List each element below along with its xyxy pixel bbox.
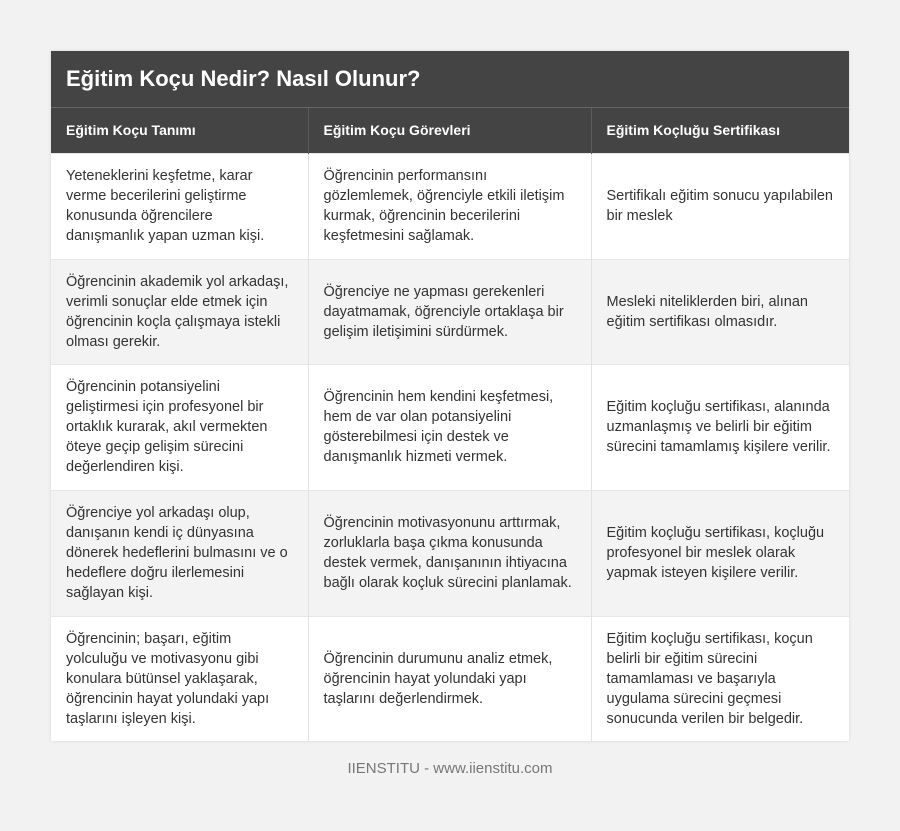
comparison-table	[51, 108, 849, 741]
table-row	[51, 364, 849, 490]
table-cell: Öğrencinin; başarı, eğitim yolculuğu ve motivasyonu gibi konulara bütünsel yaklaşarak, öğrencinin hayat yolundaki yapı taşlarını işleyen kişi.	[51, 616, 308, 741]
column-header-definition: Eğitim Koçu Tanımı	[51, 108, 308, 153]
table-cell: Öğrencinin motivasyonunu arttırmak, zorluklarla başa çıkma konusunda destek vermek, danışanının ihtiyacına bağlı olarak koçluk sürecini planlamak.	[308, 490, 591, 616]
table-cell: Eğitim koçluğu sertifikası, alanında uzmanlaşmış ve belirli bir eğitim sürecini tamamlamış kişilere verilir.	[591, 364, 849, 490]
table-row	[51, 259, 849, 364]
table-cell: Mesleki niteliklerden biri, alınan eğitim sertifikası olmasıdır.	[591, 259, 849, 364]
table-cell: Öğrenciye yol arkadaşı olup, danışanın kendi iç dünyasına dönerek hedeflerini bulmasını ve o hedeflere doğru ilerlemesini sağlayan kişi.	[51, 490, 308, 616]
column-header-certificate: Eğitim Koçluğu Sertifikası	[591, 108, 849, 153]
table-cell: Sertifikalı eğitim sonucu yapılabilen bir meslek	[591, 153, 849, 259]
table-cell: Eğitim koçluğu sertifikası, koçun belirli bir eğitim sürecini tamamlaması ve başarıyla uygulama sürecini geçmesi sonucunda verilen bir belgedir.	[591, 616, 849, 741]
column-header-duties: Eğitim Koçu Görevleri	[308, 108, 591, 153]
table-title: Eğitim Koçu Nedir? Nasıl Olunur?	[51, 51, 849, 108]
table-cell: Öğrencinin hem kendini keşfetmesi, hem de var olan potansiyelini gösterebilmesi için destek ve danışmanlık hizmeti vermek.	[308, 364, 591, 490]
table-cell: Öğrencinin durumunu analiz etmek, öğrencinin hayat yolundaki yapı taşlarını değerlendirmek.	[308, 616, 591, 741]
content-card	[51, 51, 849, 741]
table-header-row	[51, 108, 849, 153]
table-row	[51, 490, 849, 616]
table-cell: Öğrencinin performansını gözlemlemek, öğrenciyle etkili iletişim kurmak, öğrencinin becerilerini keşfetmesini sağlamak.	[308, 153, 591, 259]
table-cell: Eğitim koçluğu sertifikası, koçluğu profesyonel bir meslek olarak yapmak isteyen kişilere verilir.	[591, 490, 849, 616]
table-cell: Öğrencinin potansiyelini geliştirmesi için profesyonel bir ortaklık kurarak, akıl vermekten öteye geçip gelişim sürecini değerlendiren kişi.	[51, 364, 308, 490]
table-row	[51, 153, 849, 259]
table-row	[51, 616, 849, 741]
table-cell: Öğrenciye ne yapması gerekenleri dayatmamak, öğrenciyle ortaklaşa bir gelişim iletişimini sürdürmek.	[308, 259, 591, 364]
footer-credit: IIENSTITU - www.iienstitu.com	[347, 760, 553, 777]
table-cell: Yeteneklerini keşfetme, karar verme becerilerini geliştirme konusunda öğrencilere danışmanlık yapan uzman kişi.	[51, 153, 308, 259]
table-cell: Öğrencinin akademik yol arkadaşı, verimli sonuçlar elde etmek için öğrencinin koçla çalışmaya istekli olması gerekir.	[51, 259, 308, 364]
